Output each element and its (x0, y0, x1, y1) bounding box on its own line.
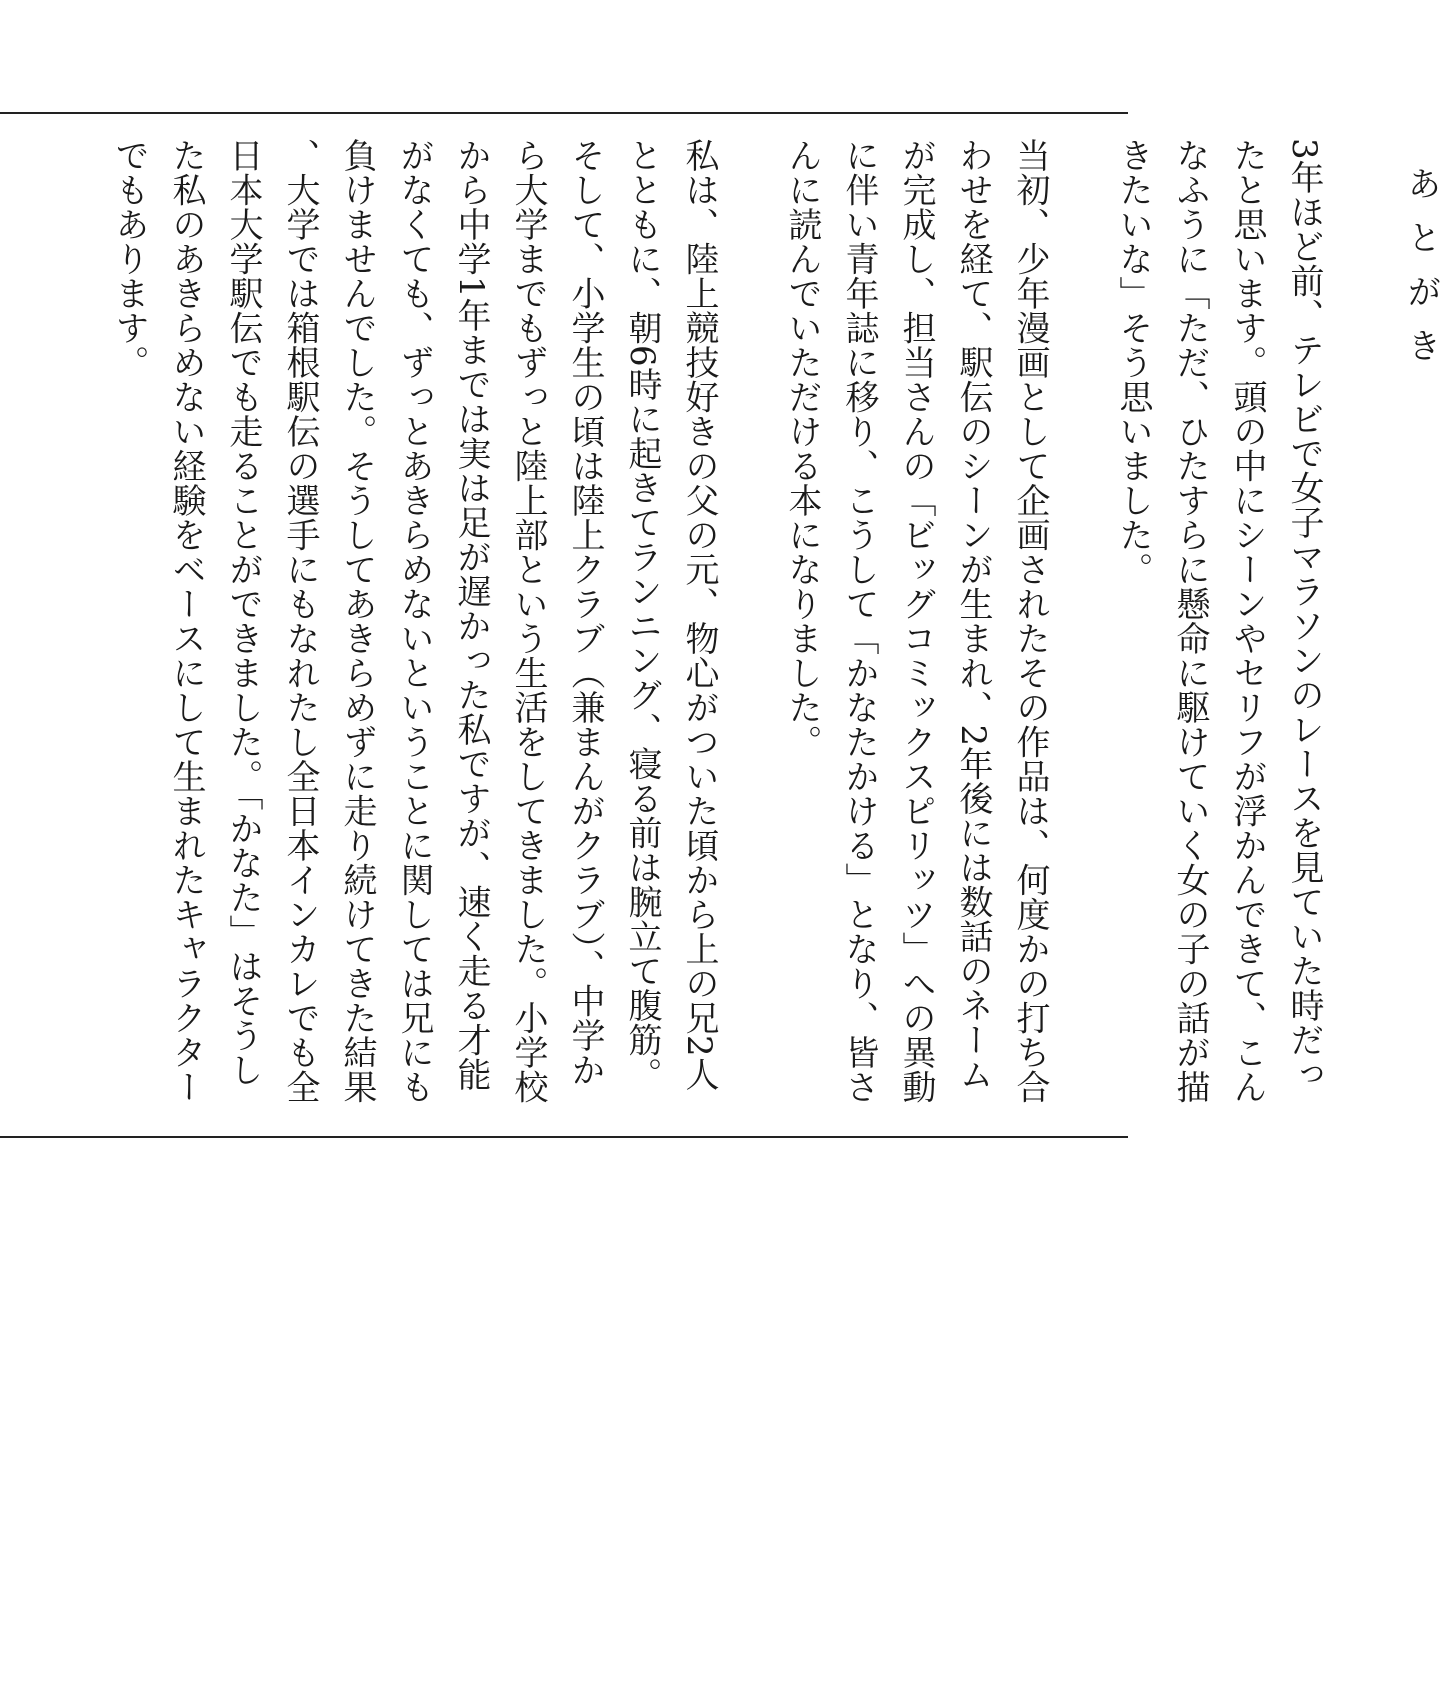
paragraph-3: 私は、陸上競技好きの父の元、物心がついた頃から上の兄2人とともに、朝6時に起きてランニング、寝る前は腕立て腹筋。そして、小学生の頃は陸上クラブ（兼まんがクラブ）、中学から大学までもずっと陸上部という生活をしてきました。小学校から中学1年までは実は足が遅かった私ですが、速く走る才能がなくても、ずっとあきらめないということに関しては兄にも負けませんでした。そうしてあきらめずに走り続けてきた結果、大学では箱根駅伝の選手にもなれたし全日本インカレでも全日本大学駅伝でも走ることができました。「かなた」はそうした私のあきらめない経験をベースにして生まれたキャラクターでもあります。 (109, 138, 719, 1104)
paragraph-1: 3年ほど前、テレビで女子マラソンのレースを見ていた時だったと思います。頭の中にシーンやセリフが浮かんできて、こんなふうに「ただ、ひたすらに懸命に駆けていく女の子の話が描きたいな」そう思いました。 (1113, 138, 1324, 1104)
top-rule (0, 112, 1128, 114)
paragraph-2: 当初、少年漫画として企画されたその作品は、何度かの打ち合わせを経て、駅伝のシーンが生まれ、2年後には数話のネームが完成し、担当さんの「ビッグコミックスピリッツ」への異動に伴い青年誌に移り、こうして「かなたかける」となり、皆さんに読んでいただける本になりました。 (782, 138, 1050, 1104)
vertical-text-block (100, 138, 1449, 1118)
afterword-body (100, 138, 1441, 1118)
bottom-rule (0, 1136, 1128, 1138)
afterword-heading: あとがき (1401, 166, 1441, 382)
